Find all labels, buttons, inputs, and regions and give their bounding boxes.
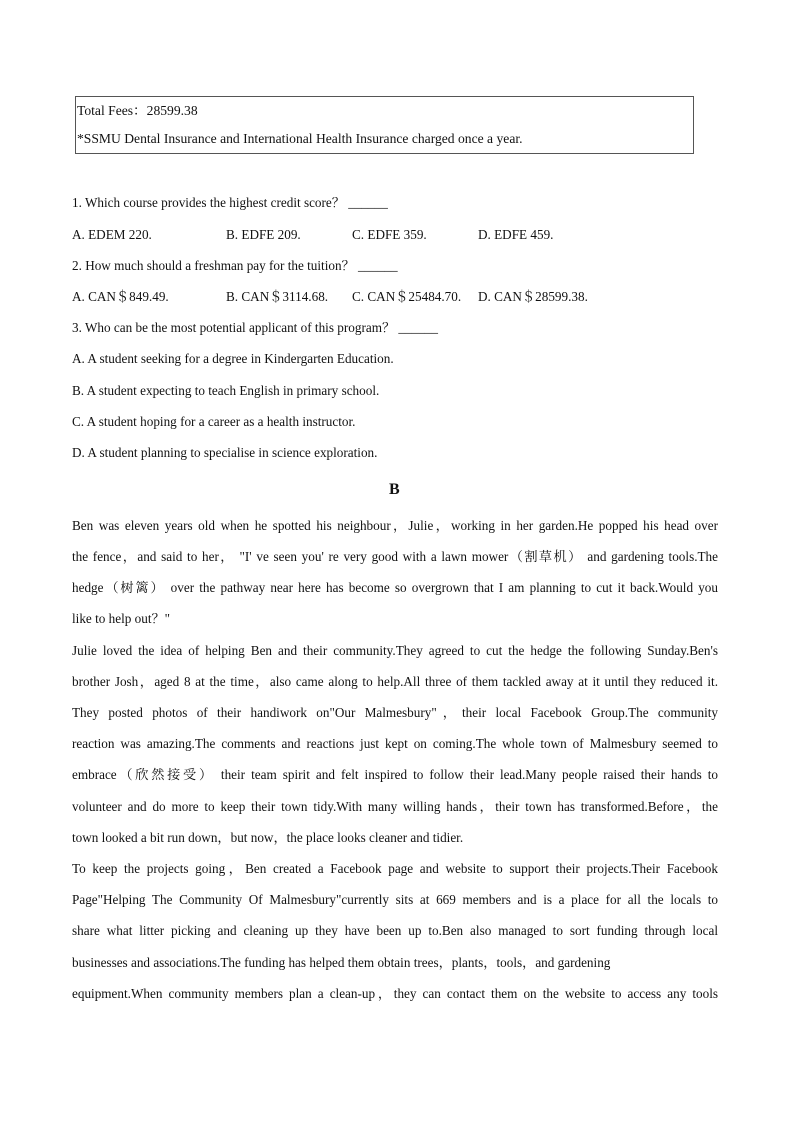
question-1-option-b: B. EDFE 209. xyxy=(226,227,301,242)
passage-line: To keep the projects going，Ben created a Facebook page and website to support their projects.Their Facebook xyxy=(72,861,718,876)
passage-line: the fence，and said to her， "I' ve seen you' re very good with a lawn mower（割草机） and gardening tools.The xyxy=(72,549,718,564)
passage-line: town looked a bit run down，but now，the place looks cleaner and tidier. xyxy=(72,830,464,845)
question-1-option-d: D. EDFE 459. xyxy=(478,227,554,242)
passage-line: brother Josh，aged 8 at the time，also came along to help.All three of them tackled away at it until they reduced it. xyxy=(72,674,718,689)
question-1-stem: 1. Which course provides the highest credit score？ ______ xyxy=(72,195,388,210)
total-fees: Total Fees：28599.38 xyxy=(77,103,198,118)
passage-line: equipment.When community members plan a clean-up，they can contact them on the website to access any tools xyxy=(72,986,718,1001)
question-1-option-a: A. EDEM 220. xyxy=(72,227,152,242)
fees-summary-box xyxy=(75,96,694,154)
passage-line: share what litter picking and cleaning up they have been up to.Ben also managed to sort funding through local xyxy=(72,923,718,938)
question-3-option-d: D. A student planning to specialise in science exploration. xyxy=(72,445,378,460)
passage-line: businesses and associations.The funding has helped them obtain trees，plants，tools，and gardening xyxy=(72,955,611,970)
passage-line: They posted photos of their handiwork on"Our Malmesbury"，their local Facebook Group.The community xyxy=(72,705,718,720)
insurance-note: *SSMU Dental Insurance and International Health Insurance charged once a year. xyxy=(77,131,523,146)
passage-line: hedge（树篱） over the pathway near here has become so overgrown that I am planning to cut it back.Would you xyxy=(72,580,718,595)
question-2-option-d: D. CAN＄28599.38. xyxy=(478,289,588,304)
question-3-stem: 3. Who can be the most potential applicant of this program？ ______ xyxy=(72,320,438,335)
question-3-option-a: A. A student seeking for a degree in Kindergarten Education. xyxy=(72,351,394,366)
passage-line: Page"Helping The Community Of Malmesbury"currently sits at 669 members and is a place for all the locals to xyxy=(72,892,718,907)
section-b-title: B xyxy=(389,481,400,498)
passage-line: Ben was eleven years old when he spotted his neighbour，Julie，working in her garden.He popped his head over xyxy=(72,518,718,533)
passage-line: volunteer and do more to keep their town tidy.With many willing hands，their town has transformed.Before，the xyxy=(72,799,718,814)
passage-line: like to help out？" xyxy=(72,611,171,626)
question-2-stem: 2. How much should a freshman pay for the tuition？ ______ xyxy=(72,258,398,273)
question-2-option-b: B. CAN＄3114.68. xyxy=(226,289,329,304)
passage-line: embrace（欣然接受） their team spirit and felt inspired to follow their lead.Many people raised their hands to xyxy=(72,767,718,782)
question-2-option-a: A. CAN＄849.49. xyxy=(72,289,169,304)
passage-line: Julie loved the idea of helping Ben and their community.They agreed to cut the hedge the following Sunday.Ben's xyxy=(72,643,718,658)
question-1-option-c: C. EDFE 359. xyxy=(352,227,427,242)
question-3-option-c: C. A student hoping for a career as a health instructor. xyxy=(72,414,356,429)
passage-line: reaction was amazing.The comments and reactions just kept on coming.The whole town of Malmesbury seemed to xyxy=(72,736,718,751)
question-2-option-c: C. CAN＄25484.70. xyxy=(352,289,462,304)
question-3-option-b: B. A student expecting to teach English in primary school. xyxy=(72,383,380,398)
